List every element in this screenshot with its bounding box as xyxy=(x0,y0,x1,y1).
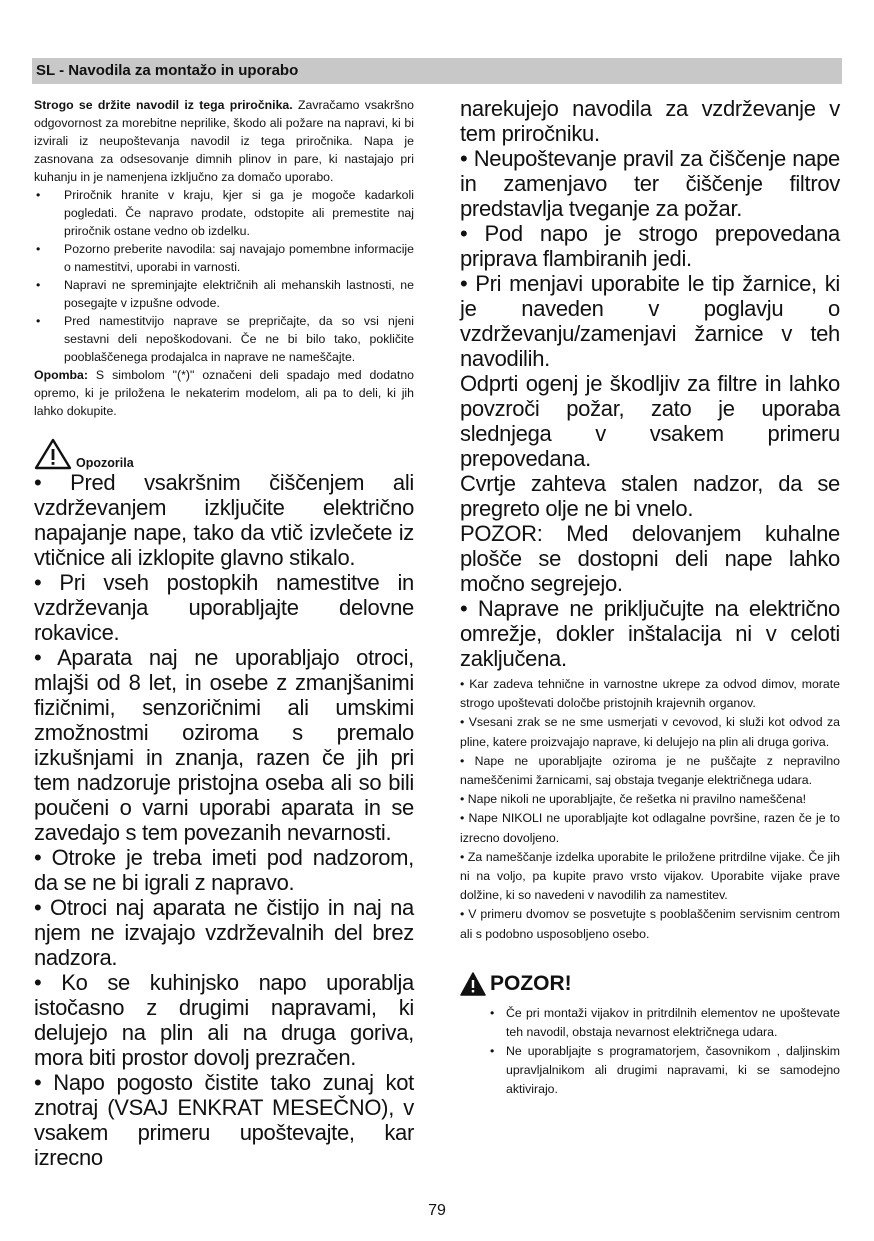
safety-note: • Kar zadeva tehnične in varnostne ukrepe za odvod dimov, morate strogo upoštevati določbe pristojnih krajevnih organov. xyxy=(460,677,840,711)
warnings-text-continued xyxy=(460,96,840,671)
intro-text: Zavračamo vsakršno odgovornost za morebitne neprilike, škodo ali požare na napravi, ki bi izvirali iz neupoštevanja navodil iz tega priročnika. Napa je zasnovana za odsesovanje dimnih plinov in pare, ki nastajajo pri kuhanju in je namenjena izključno za domačo uporabo. xyxy=(34,98,415,184)
warning-triangle-icon xyxy=(34,438,72,470)
pozor-heading xyxy=(460,970,840,998)
note-paragraph xyxy=(34,366,414,420)
warning-paragraph: • Ko se kuhinjsko napo uporablja istočasno z drugimi napravami, ki delujejo na plin ali na druga goriva, mora biti prostor dovolj prezračen. xyxy=(34,970,414,1070)
warning-paragraph: narekujejo navodila za vzdrževanje v tem priročniku. xyxy=(460,96,840,146)
warning-paragraph: • Napo pogosto čistite tako zunaj kot znotraj (VSAJ ENKRAT MESEČNO), v vsakem primeru upoštevajte, kar izrecno xyxy=(34,1070,414,1170)
note-text: S simbolom "(*)" označeni deli spadajo med dodatno opremo, ki je priložena le nekaterim modelom, ali pa to deli, ki jih lahko dokupite. xyxy=(34,368,414,418)
warning-paragraph: • Pri vseh postopkih namestitve in vzdrževanja uporabljajte delovne rokavice. xyxy=(34,570,414,645)
warning-paragraph: Cvrtje zahteva stalen nadzor, da se pregreto olje ne bi vnelo. xyxy=(460,471,840,521)
intro-block xyxy=(34,96,414,420)
list-item: • Pozorno preberite navodila: saj navajajo pomembne informacije o namestitvi, uporabi in varnosti. xyxy=(34,240,414,276)
pozor-list xyxy=(460,1004,840,1099)
warning-paragraph: • Aparata naj ne uporabljajo otroci, mlajši od 8 let, in osebe z zmanjšanimi fizičnimi, senzoričnimi ali umskimi zmožnostmi oziroma s premalo izkušnjami in znanja, razen če jih pri tem nadzoruje pristojna oseba ali so bili poučeni o varni uporabi aparata in se zavedajo s tem povezanih nevarnosti. xyxy=(34,645,414,845)
list-item: • Ne uporabljajte s programatorjem, časovnikom , daljinskim upravljalnikom ali drugimi napravami, ki se samodejno aktivirajo. xyxy=(460,1042,840,1099)
warnings-heading xyxy=(34,438,414,470)
intro-bold: Strogo se držite navodil iz tega priročnika. xyxy=(34,98,293,112)
safety-note: • Vsesani zrak se ne sme usmerjati v cevovod, ki služi kot odvod za pline, katere proizvajajo naprave, ki delujejo na plin ali druga goriva. xyxy=(460,715,840,749)
section-header: SL - Navodila za montažo in uporabo xyxy=(32,58,842,84)
warning-paragraph: • Otroci naj aparata ne čistijo in naj na njem ne izvajajo vzdrževalnih del brez nadzora. xyxy=(34,895,414,970)
pozor-label: POZOR! xyxy=(490,971,572,995)
safety-note: • Nape nikoli ne uporabljajte, če rešetka ni pravilno nameščena! xyxy=(460,792,807,807)
right-column xyxy=(460,96,840,1099)
safety-note: • Nape NIKOLI ne uporabljajte kot odlagalne površine, razen če je to izrecno dovoljeno. xyxy=(460,811,840,845)
warning-paragraph: • Pred vsakršnim čiščenjem ali vzdrževanjem izključite električno napajanje nape, tako da vtič izvlečete iz vtičnice ali izklopite glavno stikalo. xyxy=(34,470,414,570)
note-bold: Opomba: xyxy=(34,368,88,382)
safety-note: • Nape ne uporabljajte oziroma je ne puščajte z nepravilno nameščenimi žarnicami, saj obstaja tveganje električnega udara. xyxy=(460,753,840,788)
intro-bullet-list xyxy=(34,186,414,366)
warning-paragraph: • Neupoštevanje pravil za čiščenje nape in zamenjavo ter čiščenje filtrov predstavlja tveganje za požar. xyxy=(460,146,840,221)
warnings-label: Opozorila xyxy=(76,456,134,470)
safety-notes xyxy=(460,675,840,944)
warning-paragraph: • Pri menjavi uporabite le tip žarnice, ki je naveden v poglavju o vzdrževanju/zamenjavi žarnice v teh navodilih. xyxy=(460,271,840,371)
warning-paragraph: • Naprave ne priključujte na električno omrežje, dokler inštalacija ni v celoti zaključena. xyxy=(460,596,840,671)
left-column xyxy=(34,96,414,1170)
list-item: • Če pri montaži vijakov in pritrdilnih elementov ne upoštevate teh navodil, obstaja nevarnost električnega udara. xyxy=(460,1004,840,1042)
intro-paragraph xyxy=(34,96,414,186)
warning-filled-icon xyxy=(460,972,486,996)
safety-note: • Za nameščanje izdelka uporabite le priložene pritrdilne vijake. Če jih ni na voljo, pa kupite pravo vrsto vijakov. Uporabite vijake prave dolžine, ki so navedeni v navodilih za namestitev. xyxy=(460,849,840,903)
list-item: • Pred namestitvijo naprave se prepričajte, da so vsi njeni sestavni deli nepoškodovani. Če ne bi bilo tako, pokličite pooblaščenega prodajalca in naprave ne nameščajte. xyxy=(34,312,414,366)
list-item: • Napravi ne spreminjajte električnih ali mehanskih lastnosti, ne posegajte v izpušne odvode. xyxy=(34,276,414,312)
warning-paragraph: Odprti ogenj je škodljiv za filtre in lahko povzroči požar, zato je uporaba slednjega v vsakem primeru prepovedana. xyxy=(460,371,840,471)
warning-paragraph: • Otroke je treba imeti pod nadzorom, da se ne bi igrali z napravo. xyxy=(34,845,414,895)
page-number: 79 xyxy=(428,1202,446,1219)
warnings-text xyxy=(34,470,414,1170)
warning-paragraph: • Pod napo je strogo prepovedana priprava flambiranih jedi. xyxy=(460,221,840,271)
warning-paragraph: POZOR: Med delovanjem kuhalne plošče se dostopni deli nape lahko močno segrejejo. xyxy=(460,521,840,596)
list-item: • Priročnik hranite v kraju, kjer si ga je mogoče kadarkoli pogledati. Če napravo prodate, odstopite ali premestite naj priročnik ostane vedno ob izdelku. xyxy=(34,186,414,240)
safety-note: • V primeru dvomov se posvetujte s pooblaščenim servisnim centrom ali s podobno usposobljeno osebo. xyxy=(460,907,840,941)
